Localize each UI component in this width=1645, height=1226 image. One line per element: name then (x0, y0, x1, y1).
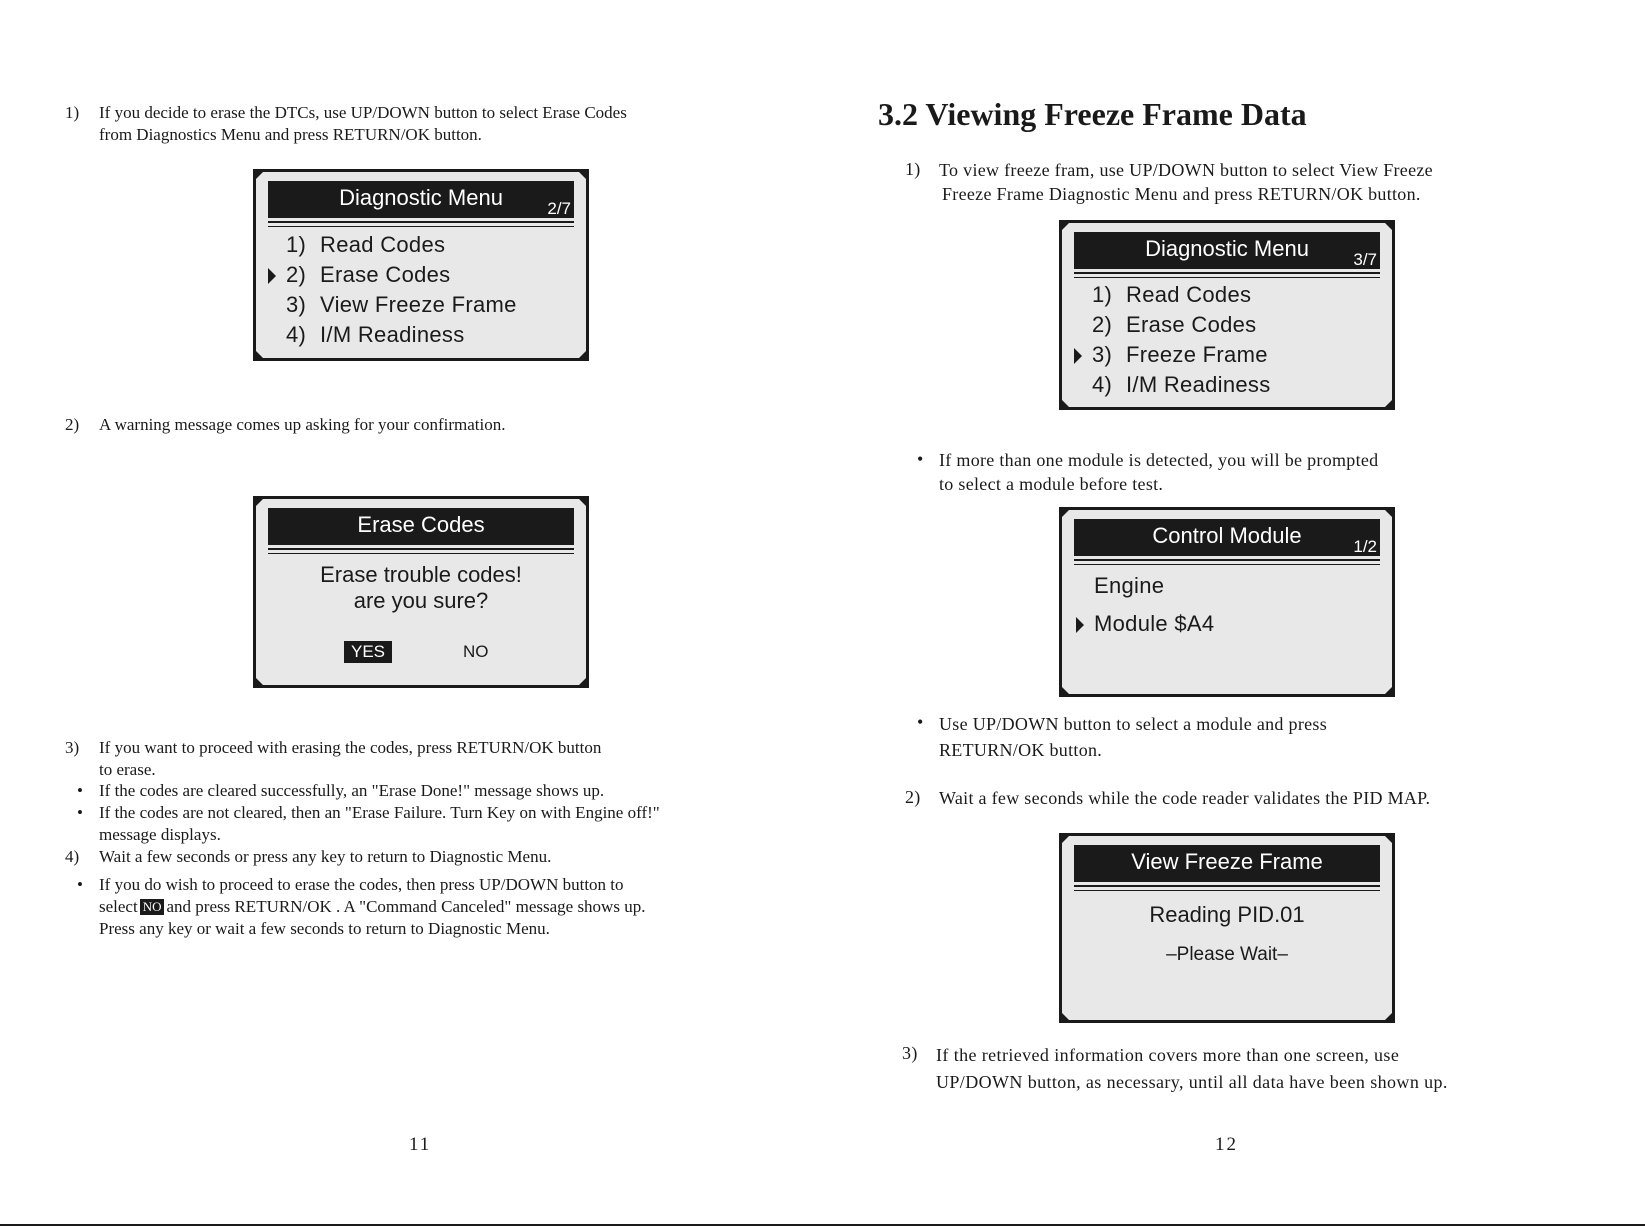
section-heading: 3.2 Viewing Freeze Frame Data (878, 96, 1307, 132)
selection-cursor-icon (1074, 348, 1082, 364)
lcd-screen-diagnostic-menu-2 (1059, 220, 1395, 410)
screen-page-index: 3/7 (1353, 250, 1377, 269)
step-number: 1) (65, 103, 80, 122)
step-text-line: UP/DOWN button, as necessary, until all data have been shown up. (936, 1072, 1448, 1092)
bullet-text-line: If the codes are cleared successfully, an "Erase Done!" message shows up. (99, 781, 605, 800)
bullet-erase-failure (77, 802, 660, 846)
step-1-erase (65, 102, 627, 146)
step-text-line: Wait a few seconds while the code reader validates the PID MAP. (939, 788, 1431, 808)
lcd-screen-erase-codes (253, 496, 589, 688)
module-item-engine[interactable]: Engine (1094, 573, 1165, 598)
page-left (0, 0, 822, 1226)
screen-title: Erase Codes (357, 512, 485, 537)
control-module-list (1094, 567, 1214, 643)
step-1-view-freeze (905, 158, 1433, 206)
step-2-warning (65, 414, 506, 436)
step-number: 2) (905, 787, 921, 807)
bullet-text-line: message displays. (99, 825, 221, 844)
menu-item-im-readiness[interactable]: 4) I/M Readiness (286, 322, 465, 347)
screen-title: Diagnostic Menu (339, 185, 503, 210)
step-2-validate (905, 786, 1431, 810)
screen-title-bar (1074, 845, 1380, 882)
bullet-text-line: Press any key or wait a few seconds to return to Diagnostic Menu. (99, 919, 550, 938)
step-4-wait (65, 846, 552, 868)
bullet-erase-done (77, 780, 605, 802)
title-rule (1074, 277, 1380, 278)
lcd-screen-view-freeze-frame (1059, 833, 1395, 1023)
menu-item-view-freeze-frame[interactable]: 3) View Freeze Frame (286, 292, 517, 317)
erase-confirm-message: are you sure? (353, 588, 489, 613)
title-rule (268, 553, 574, 554)
page-number: 12 (1215, 1134, 1238, 1155)
screen-title: Diagnostic Menu (1145, 236, 1309, 261)
page-number: 11 (409, 1134, 432, 1155)
bullet-icon: • (917, 712, 924, 732)
step-number: 3) (902, 1043, 918, 1063)
selection-cursor-icon (268, 268, 276, 284)
title-rule (268, 226, 574, 227)
step-number: 1) (905, 159, 921, 179)
bullet-text-line: RETURN/OK button. (939, 740, 1103, 760)
title-rule (1074, 890, 1380, 891)
step-text-line: If the retrieved information covers more than one screen, use (936, 1045, 1400, 1065)
menu-item-read-codes[interactable]: 1) Read Codes (286, 232, 446, 257)
bullet-command-canceled (77, 874, 646, 940)
step-number: 2) (65, 415, 80, 434)
bullet-icon: • (77, 803, 83, 822)
bullet-text-line: If you do wish to proceed to erase the codes, then press UP/DOWN button to (99, 875, 624, 894)
title-rule (1074, 885, 1380, 887)
menu-item-erase-codes[interactable]: 2) Erase Codes (1092, 312, 1257, 337)
step-text-line: If you decide to erase the DTCs, use UP/DOWN button to select Erase Codes (99, 103, 627, 122)
title-rule (268, 548, 574, 550)
module-item-a4[interactable]: Module $A4 (1094, 605, 1214, 643)
screen-title-bar (1074, 519, 1380, 556)
step-text-line: Freeze Frame Diagnostic Menu and press RETURN/OK button. (942, 184, 1421, 204)
screen-page-index: 1/2 (1353, 537, 1377, 556)
page-right (822, 0, 1645, 1226)
yes-option[interactable]: YES (344, 641, 392, 663)
erase-confirm-message: Erase trouble codes! (320, 562, 522, 587)
diagnostic-menu-list (286, 230, 517, 350)
lcd-screen-control-module (1059, 507, 1395, 697)
bullet-select-module (917, 711, 1328, 763)
step-text-line: If you want to proceed with erasing the codes, press RETURN/OK button (99, 738, 602, 757)
bullet-text-line: Use UP/DOWN button to select a module and press (939, 714, 1328, 734)
reading-pid-message: Reading PID.01 (1149, 902, 1305, 927)
selection-cursor-icon (1076, 617, 1084, 633)
step-text-line: from Diagnostics Menu and press RETURN/OK button. (99, 125, 482, 144)
menu-item-im-readiness[interactable]: 4) I/M Readiness (1092, 372, 1271, 397)
step-text-line: To view freeze fram, use UP/DOWN button to select View Freeze (939, 160, 1433, 180)
screen-title: View Freeze Frame (1131, 849, 1323, 874)
title-rule (268, 221, 574, 223)
menu-item-erase-codes[interactable]: 2) Erase Codes (286, 260, 517, 290)
bullet-icon: • (917, 449, 924, 469)
screen-title-bar (1074, 232, 1380, 269)
step-text-line: to erase. (99, 760, 156, 779)
bullet-icon: • (77, 781, 83, 800)
title-rule (1074, 272, 1380, 274)
step-number: 4) (65, 847, 80, 866)
title-rule (1074, 559, 1380, 561)
screen-title-bar (268, 181, 574, 218)
screen-title: Control Module (1152, 523, 1302, 548)
bullet-text-line: If more than one module is detected, you will be prompted (939, 450, 1379, 470)
title-rule (1074, 564, 1380, 565)
step-text-line: A warning message comes up asking for your confirmation. (99, 415, 506, 434)
lcd-screen-diagnostic-menu (253, 169, 589, 361)
screen-title-bar (268, 508, 574, 545)
menu-item-read-codes[interactable]: 1) Read Codes (1092, 282, 1252, 307)
diagnostic-menu-list (1092, 280, 1271, 400)
step-3-proceed (65, 737, 602, 781)
menu-item-freeze-frame[interactable]: 3) Freeze Frame (1092, 340, 1271, 370)
step-text-line: Wait a few seconds or press any key to return to Diagnostic Menu. (99, 847, 552, 866)
please-wait-message: –Please Wait– (1166, 944, 1288, 965)
step-number: 3) (65, 738, 80, 757)
bullet-icon: • (77, 875, 83, 894)
bullet-module-detected (917, 448, 1379, 496)
bullet-text-line: to select a module before test. (939, 474, 1164, 494)
screen-page-index: 2/7 (547, 199, 571, 218)
no-inline-box: NO (140, 899, 165, 915)
step-3-scroll (902, 1042, 1448, 1096)
bullet-text-line: If the codes are not cleared, then an "Erase Failure. Turn Key on with Engine off!" (99, 803, 660, 822)
no-option[interactable]: NO (463, 642, 489, 661)
bullet-text-line: select NO and press RETURN/OK . A "Command Canceled" message shows up. (99, 897, 646, 916)
